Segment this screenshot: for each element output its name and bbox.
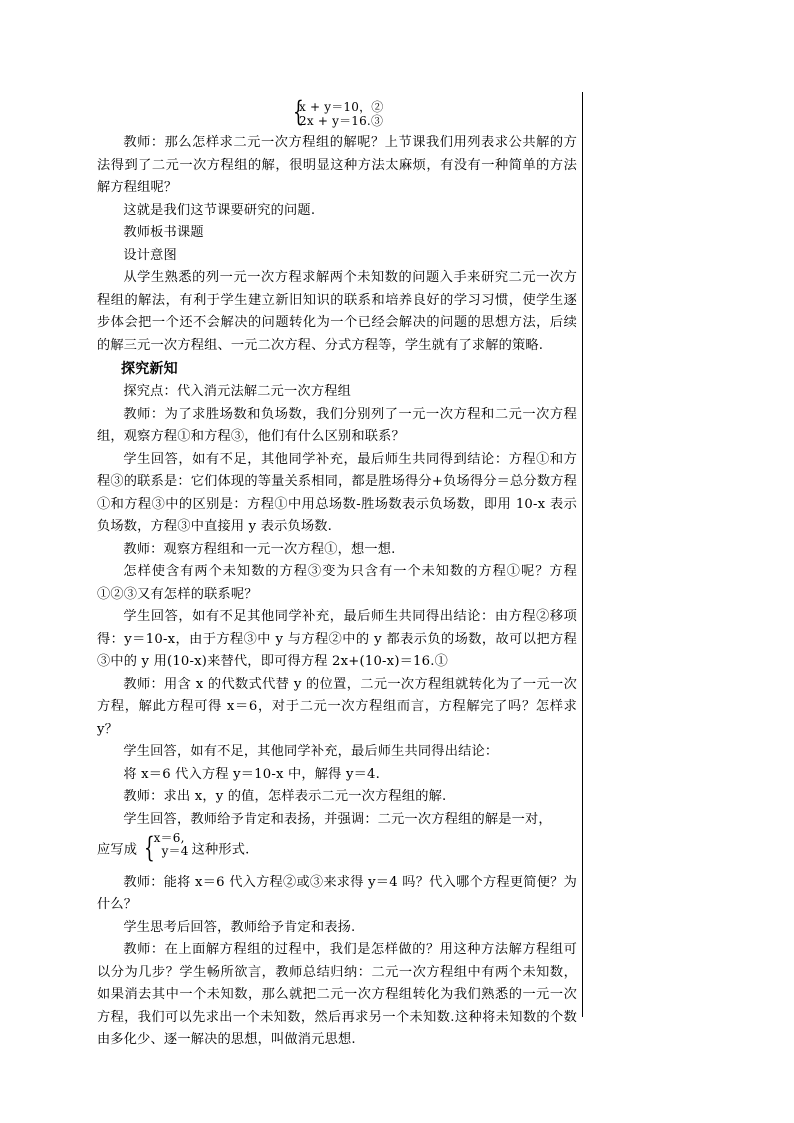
solution-system [142, 831, 192, 865]
paragraph: 教师：观察方程组和一元一次方程①，想一想. [123, 541, 396, 557]
document-body [97, 96, 577, 1052]
section-heading: 探究新知 [121, 361, 178, 377]
paragraph: 设计意图 [123, 247, 177, 263]
paragraph: 教师：为了求胜场数和负场数，我们分别列了一元一次方程和二元一次方程组，观察方程①和方程③，他们有什么区别和联系？ [97, 406, 577, 444]
solution-y: y＝4 [161, 844, 189, 858]
table-border-line [582, 92, 583, 1017]
solution-suffix: 这种形式. [191, 842, 250, 858]
equation-system [293, 96, 577, 132]
paragraph: 这就是我们这节课要研究的问题. [123, 202, 316, 218]
brace-symbol: { [293, 95, 304, 128]
paragraph: 教师：那么怎样求二元一次方程组的解呢？上节课我们用列表求公共解的方法得到了二元一次方程组的解，很明显这种方法太麻烦，有没有一种简单的方法解方程组呢？ [97, 135, 577, 195]
paragraph: 学生思考后回答，教师给予肯定和表扬. [123, 919, 356, 935]
paragraph: 学生回答，如有不足，其他同学补充，最后师生共同得出结论： [123, 744, 499, 759]
paragraph: 学生回答，如有不足其他同学补充，最后师生共同得出结论：由方程②移项得：y＝10-x，由于方程③中 y 与方程②中的 y 都表示负的场数，故可以把方程③中的 y 用(10-x)来替代，即可得方程 2x+(10-x)＝16.① [97, 609, 577, 669]
paragraph: 从学生熟悉的列一元一次方程求解两个未知数的问题入手来研究二元一次方程组的解法，有利于学生建立新旧知识的联系和培养良好的学习习惯，使学生逐步体会把一个还不会解决的问题转化为一个已经会解决的问题的思想方法，后续的解三元一次方程组、一元二次方程、分式方程等，学生就有了求解的策略. [97, 270, 577, 353]
equation-line-1: x + y＝10，② [299, 100, 384, 114]
paragraph: 探究点：代入消元法解二元一次方程组 [123, 384, 351, 399]
paragraph: 怎样使含有两个未知数的方程③变为只含有一个未知数的方程①呢？方程①②③又有怎样的联系呢？ [97, 564, 577, 602]
paragraph: 学生回答，如有不足，其他同学补充，最后师生共同得到结论：方程①和方程③的联系是：它们体现的等量关系相同，都是胜场得分+负场得分＝总分数方程①和方程③中的区别是：方程①中用总场数-胜场数表示负场数，即用 10-x 表示负场数，方程③中直接用 y 表示负场数. [97, 451, 577, 534]
paragraph: 教师：求出 x，y 的值，怎样表示二元一次方程组的解. [123, 789, 447, 804]
solution-line [97, 831, 577, 866]
paragraph: 将 x＝6 代入方程 y＝10-x 中，解得 y＝4. [123, 766, 380, 782]
paragraph: 学生回答，教师给予肯定和表扬，并强调：二元一次方程组的解是一对， [123, 811, 552, 827]
equation-line-2: 2x + y＝16.③ [299, 114, 384, 128]
paragraph: 教师板书课题 [123, 225, 204, 240]
paragraph: 教师：在上面解方程组的过程中，我们是怎样做的？用这种方法解方程组可以分为几步？学生畅所欲言，教师总结归纳：二元一次方程组中有两个未知数，如果消去其中一个未知数，那么就把二元一次方程组转化为我们熟悉的一元一次方程，我们可以先求出一个未知数，然后再求另一个未知数.这种将未知数的个数由多化少、逐一解决的思想，叫做消元思想. [97, 942, 577, 1047]
solution-prefix: 应写成 [97, 842, 138, 858]
paragraph: 教师：用含 x 的代数式代替 y 的位置，二元一次方程组就转化为了一元一次方程，解此方程可得 x＝6，对于二元一次方程组而言，方程解完了吗？怎样求 y？ [97, 676, 577, 737]
solution-x: x＝6, [153, 831, 185, 845]
brace-symbol: { [143, 831, 155, 864]
paragraph: 教师：能将 x＝6 代入方程②或③来求得 y＝4 吗？代入哪个方程更简便？为什么？ [97, 874, 577, 912]
